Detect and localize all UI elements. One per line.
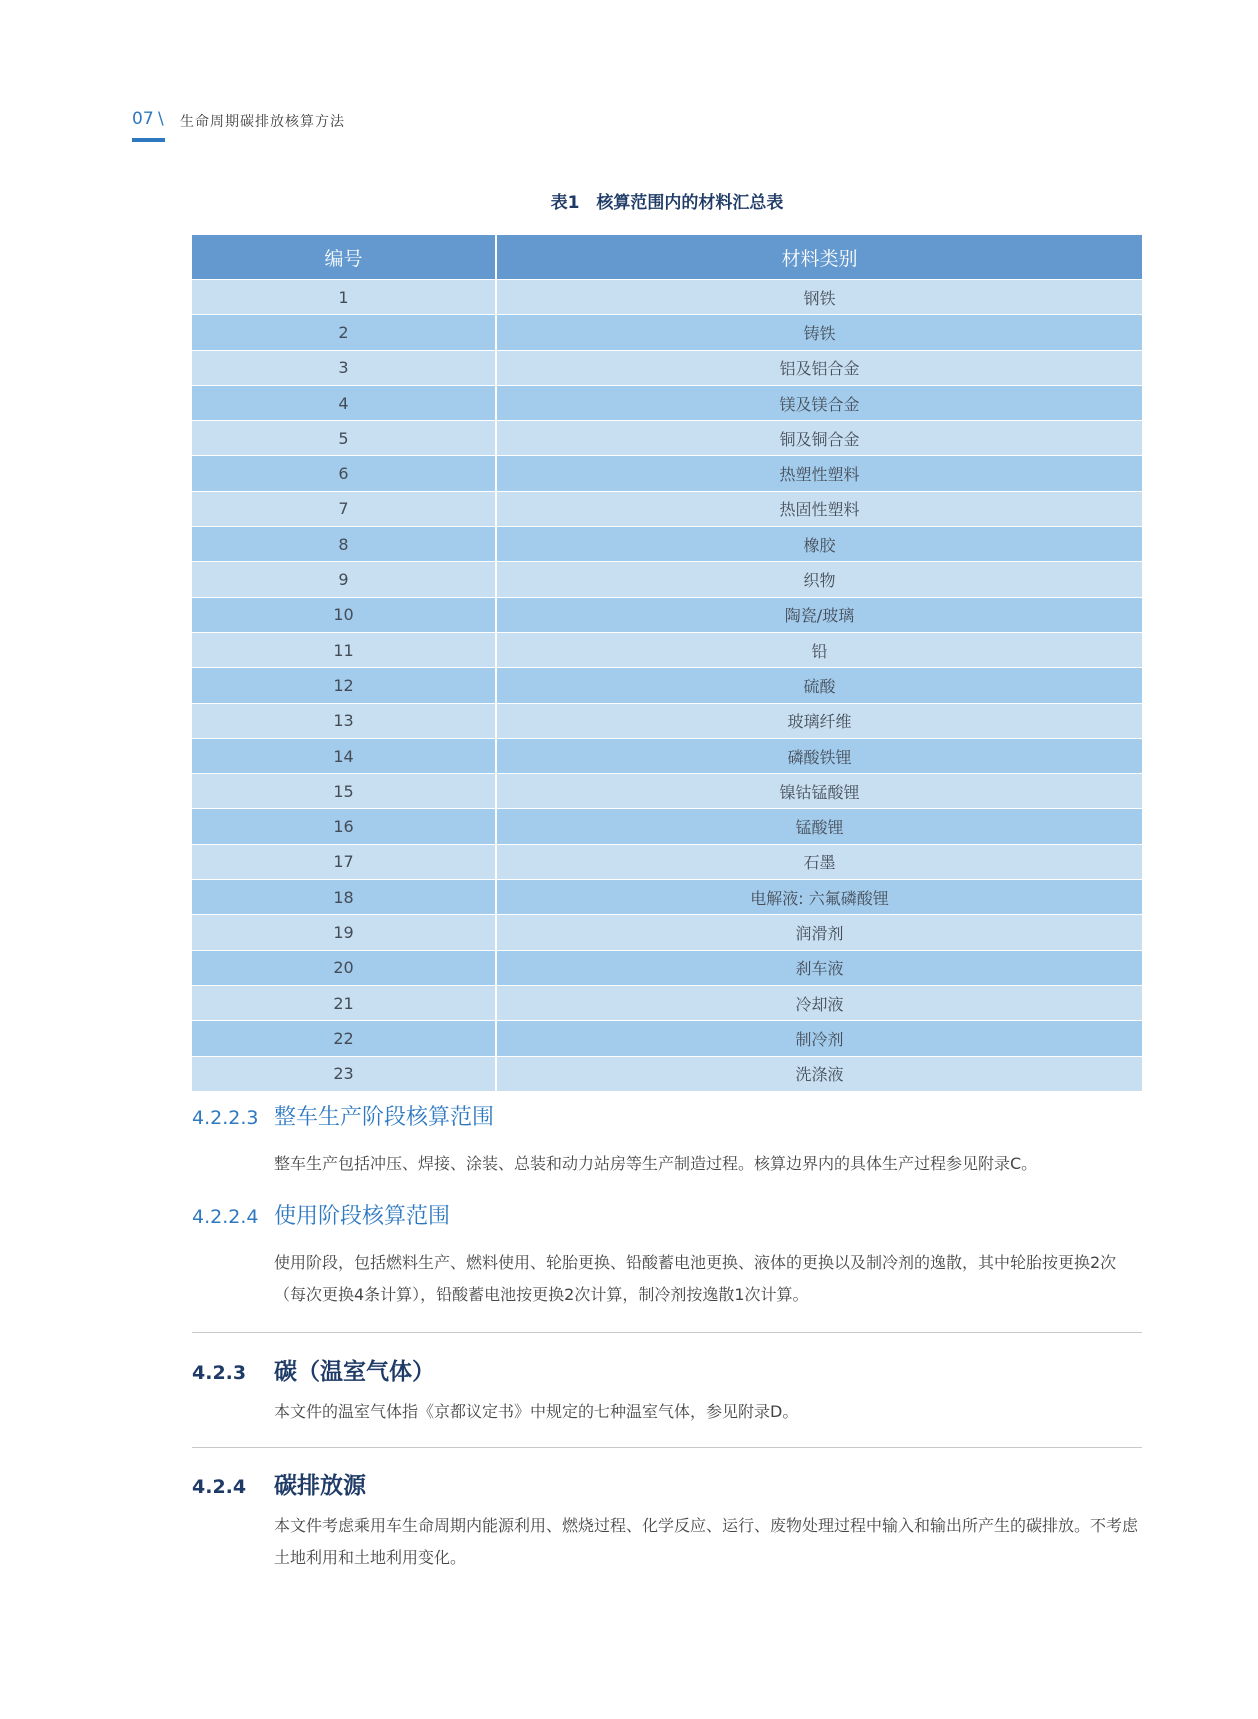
row-number-cell: 17 [192, 844, 496, 879]
material-cell: 钢铁 [496, 280, 1142, 315]
section-title: 碳排放源 [274, 1473, 366, 1499]
table-row [192, 456, 1142, 491]
row-number-cell: 7 [192, 491, 496, 526]
section-title: 碳（温室气体） [274, 1359, 435, 1385]
row-number-cell: 23 [192, 1056, 496, 1091]
row-number-cell: 20 [192, 950, 496, 985]
section-heading-4-2-2-4 [192, 1199, 450, 1230]
row-number-cell: 13 [192, 703, 496, 738]
material-cell: 铜及铜合金 [496, 421, 1142, 456]
material-cell: 制冷剂 [496, 1021, 1142, 1056]
row-number-cell: 14 [192, 738, 496, 773]
table-row [192, 597, 1142, 632]
table-row [192, 315, 1142, 350]
section-heading-4-2-3 [192, 1353, 435, 1386]
row-number-cell: 1 [192, 280, 496, 315]
column-header-number: 编号 [192, 235, 496, 280]
section-heading-4-2-4 [192, 1467, 366, 1500]
material-cell: 洗涤液 [496, 1056, 1142, 1091]
material-cell: 锰酸锂 [496, 809, 1142, 844]
section-title: 使用阶段核算范围 [274, 1204, 451, 1229]
table-row [192, 385, 1142, 420]
table-row [192, 421, 1142, 456]
row-number-cell: 4 [192, 385, 496, 420]
table-row [192, 350, 1142, 385]
row-number-cell: 5 [192, 421, 496, 456]
table-row [192, 880, 1142, 915]
material-cell: 磷酸铁锂 [496, 738, 1142, 773]
section-body-4-2-2-4: 使用阶段，包括燃料生产、燃料使用、轮胎更换、铅酸蓄电池更换、液体的更换以及制冷剂的逸散，其中轮胎按更换2次（每次更换4条计算），铅酸蓄电池按更换2次计算，制冷剂按逸散1次计算。 [274, 1253, 1117, 1304]
section-body-4-2-3: 本文件的温室气体指《京都议定书》中规定的七种温室气体，参见附录D。 [274, 1402, 799, 1421]
material-cell: 陶瓷/玻璃 [496, 597, 1142, 632]
section-heading-4-2-2-3 [192, 1100, 494, 1131]
header-accent-rule [132, 138, 165, 142]
column-header-material: 材料类别 [496, 235, 1142, 280]
table-body [192, 280, 1142, 1092]
table-row [192, 668, 1142, 703]
material-cell: 织物 [496, 562, 1142, 597]
row-number-cell: 9 [192, 562, 496, 597]
table-row [192, 950, 1142, 985]
material-cell: 石墨 [496, 844, 1142, 879]
row-number-cell: 6 [192, 456, 496, 491]
row-number-cell: 11 [192, 632, 496, 667]
row-number-cell: 10 [192, 597, 496, 632]
table-row [192, 280, 1142, 315]
header-title: 生命周期碳排放核算方法 [180, 114, 345, 130]
row-number-cell: 8 [192, 527, 496, 562]
section-number: 4.2.2.3 [192, 1107, 259, 1129]
table-row [192, 527, 1142, 562]
material-cell: 润滑剂 [496, 915, 1142, 950]
row-number-cell: 18 [192, 880, 496, 915]
material-cell: 铝及铝合金 [496, 350, 1142, 385]
material-cell: 热固性塑料 [496, 491, 1142, 526]
section-number: 4.2.2.4 [192, 1206, 259, 1228]
table-header-row [192, 235, 1142, 280]
table-row [192, 915, 1142, 950]
table-caption: 表1 核算范围内的材料汇总表 [550, 193, 784, 213]
material-cell: 硫酸 [496, 668, 1142, 703]
materials-table [192, 235, 1142, 1092]
table-row [192, 1056, 1142, 1091]
page-number: 07 [132, 109, 154, 129]
row-number-cell: 15 [192, 774, 496, 809]
section-number: 4.2.3 [192, 1362, 247, 1384]
section-number: 4.2.4 [192, 1476, 247, 1498]
row-number-cell: 22 [192, 1021, 496, 1056]
row-number-cell: 19 [192, 915, 496, 950]
table-row [192, 985, 1142, 1020]
material-cell: 镍钴锰酸锂 [496, 774, 1142, 809]
material-cell: 铸铁 [496, 315, 1142, 350]
section-divider [192, 1332, 1142, 1333]
section-title: 整车生产阶段核算范围 [274, 1105, 495, 1130]
row-number-cell: 16 [192, 809, 496, 844]
table-row [192, 703, 1142, 738]
row-number-cell: 2 [192, 315, 496, 350]
table-row [192, 1021, 1142, 1056]
material-cell: 冷却液 [496, 985, 1142, 1020]
section-body-4-2-2-3: 整车生产包括冲压、焊接、涂装、总装和动力站房等生产制造过程。核算边界内的具体生产过程参见附录C。 [274, 1154, 1038, 1173]
table-row [192, 491, 1142, 526]
table-row [192, 562, 1142, 597]
row-number-cell: 21 [192, 985, 496, 1020]
table-row [192, 738, 1142, 773]
section-divider [192, 1447, 1142, 1448]
material-cell: 玻璃纤维 [496, 703, 1142, 738]
table-row [192, 809, 1142, 844]
table-row [192, 844, 1142, 879]
section-body-4-2-4: 本文件考虑乘用车生命周期内能源利用、燃烧过程、化学反应、运行、废物处理过程中输入和输出所产生的碳排放。不考虑土地利用和土地利用变化。 [274, 1516, 1139, 1567]
material-cell: 镁及镁合金 [496, 385, 1142, 420]
material-cell: 铅 [496, 632, 1142, 667]
table-row [192, 774, 1142, 809]
row-number-cell: 3 [192, 350, 496, 385]
table-row [192, 632, 1142, 667]
material-cell: 电解液: 六氟磷酸锂 [496, 880, 1142, 915]
material-cell: 橡胶 [496, 527, 1142, 562]
row-number-cell: 12 [192, 668, 496, 703]
header-separator: \ [158, 109, 164, 129]
material-cell: 刹车液 [496, 950, 1142, 985]
material-cell: 热塑性塑料 [496, 456, 1142, 491]
